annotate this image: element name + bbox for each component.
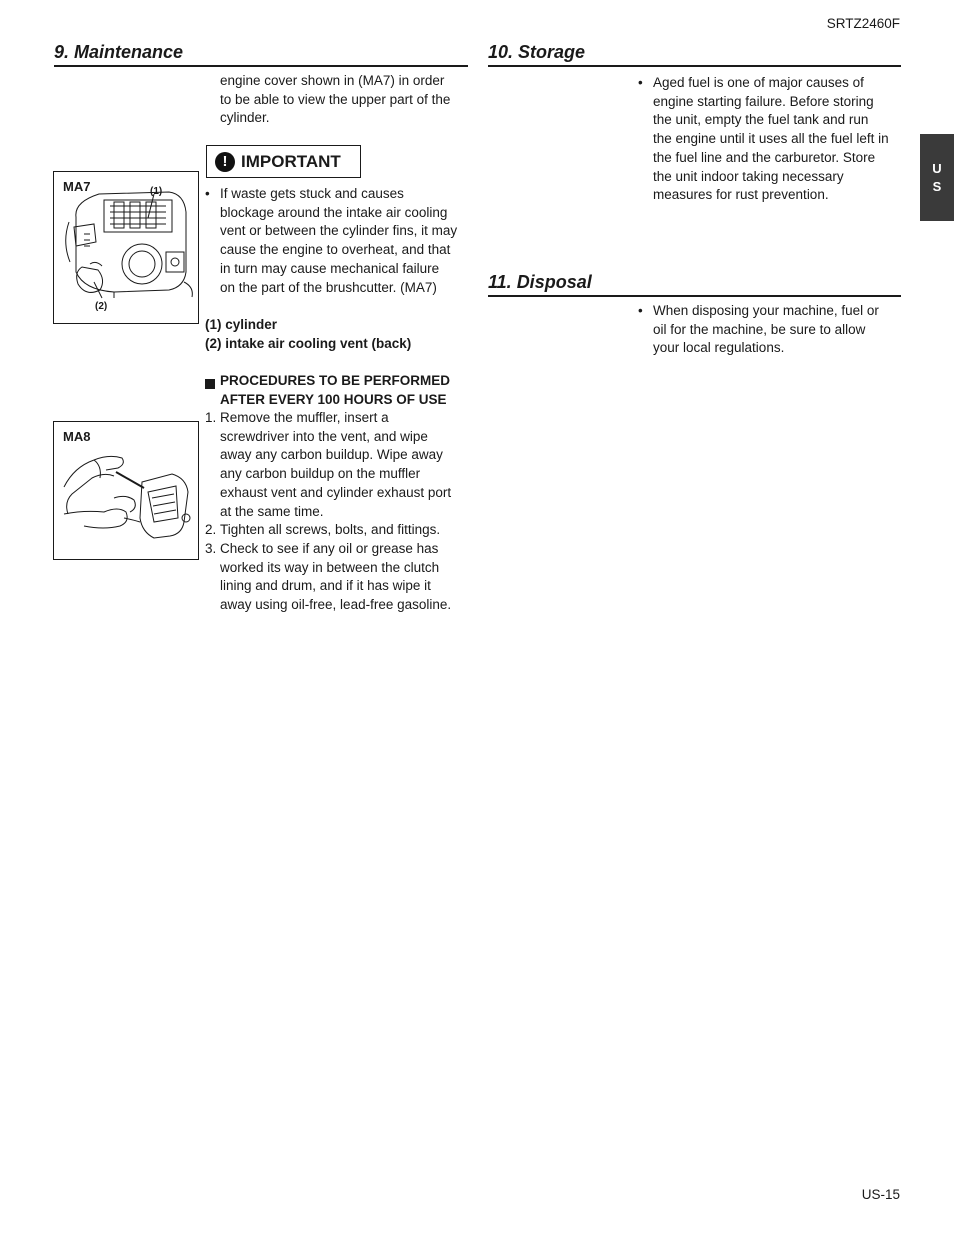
figure-ma7 — [53, 171, 199, 324]
page-number: US-15 — [861, 1187, 900, 1202]
section-heading-storage: 10. Storage — [488, 42, 901, 67]
procedure-steps — [205, 409, 470, 615]
procedure-step — [205, 540, 470, 615]
step-line: Check to see if any oil or grease has — [220, 540, 439, 556]
language-tab-letter-2: S — [932, 178, 942, 194]
intro-line: to be able to view the upper part of the — [220, 91, 451, 107]
language-tab-letter-1: U — [932, 160, 942, 176]
procedure-step — [205, 521, 470, 540]
procedures-heading-line: PROCEDURES TO BE PERFORMED — [220, 373, 451, 388]
storage-bullet — [638, 74, 902, 205]
section-heading-maintenance: 9. Maintenance — [54, 42, 468, 67]
procedure-step — [205, 409, 470, 521]
callout-cylinder: (1) — [150, 186, 163, 197]
step-line: exhaust vent and cylinder exhaust port — [220, 484, 452, 500]
important-line: cause the engine to overheat, and that — [220, 242, 451, 258]
figure-legend — [205, 316, 470, 353]
disposal-bullet — [638, 302, 902, 358]
engine-illustration — [54, 172, 200, 325]
bullet-icon: • — [205, 186, 210, 201]
step-number: 2. — [205, 522, 217, 538]
step-line: lining and drum, and if it has wipe it — [220, 578, 431, 594]
legend-item-intake-vent: (2) intake air cooling vent (back) — [205, 335, 412, 351]
callout-intake-vent: (2) — [95, 301, 108, 312]
important-notice-box — [206, 145, 361, 178]
step-number: 1. — [205, 410, 217, 425]
exclamation-icon: ! — [215, 152, 235, 172]
procedures-heading-line: AFTER EVERY 100 HOURS OF USE — [220, 391, 447, 407]
step-line: Tighten all screws, bolts, and fittings. — [220, 522, 441, 538]
step-line: away using oil-free, lead-free gasoline. — [220, 597, 452, 613]
important-bullet — [205, 185, 470, 297]
important-line: on the part of the brushcutter. (MA7) — [220, 279, 437, 295]
step-number: 3. — [205, 540, 217, 556]
important-line: vent or between the cylinder fins, it may — [220, 223, 458, 239]
model-number: SRTZ2460F — [826, 16, 900, 31]
storage-line: the unit indoor taking necessary — [653, 168, 844, 184]
intro-line: cylinder. — [220, 110, 270, 126]
important-line: in turn may cause mechanical failure — [220, 260, 440, 276]
bullet-icon: • — [638, 303, 643, 318]
step-line: away any carbon buildup. Wipe away — [220, 447, 443, 463]
bullet-icon: • — [638, 75, 643, 90]
legend-item-cylinder: (1) cylinder — [205, 317, 278, 332]
disposal-line: your local regulations. — [653, 340, 785, 356]
section-heading-disposal: 11. Disposal — [488, 272, 901, 297]
step-line: any carbon buildup on the muffler — [220, 466, 421, 482]
procedures-heading — [205, 372, 470, 409]
storage-line: Aged fuel is one of major causes of — [653, 75, 864, 90]
language-tab — [920, 134, 954, 221]
storage-line: measures for rust prevention. — [653, 187, 829, 203]
maintenance-intro — [220, 72, 470, 128]
storage-line: the engine until it uses all the fuel left in — [653, 131, 889, 147]
figure-label: MA8 — [63, 429, 91, 444]
intro-line: engine cover shown in (MA7) in order — [220, 73, 445, 88]
square-bullet-icon — [205, 379, 215, 389]
storage-line: the unit, empty the fuel tank and run — [653, 112, 869, 128]
step-line: worked its way in between the clutch — [220, 559, 440, 575]
disposal-line: When disposing your machine, fuel or — [653, 303, 879, 318]
storage-line: engine starting failure. Before storing — [653, 93, 874, 109]
figure-ma8 — [53, 421, 199, 560]
important-line: blockage around the intake air cooling — [220, 204, 448, 220]
step-line: at the same time. — [220, 503, 324, 519]
figure-label: MA7 — [63, 179, 91, 194]
storage-line: the fuel line and the carburetor. Store — [653, 149, 876, 165]
step-line: screwdriver into the vent, and wipe — [220, 428, 428, 444]
important-label: IMPORTANT — [241, 151, 341, 171]
step-line: Remove the muffler, insert a — [220, 410, 389, 425]
muffler-cleaning-illustration — [54, 422, 200, 561]
important-line: If waste gets stuck and causes — [220, 186, 404, 201]
disposal-line: oil for the machine, be sure to allow — [653, 321, 866, 337]
